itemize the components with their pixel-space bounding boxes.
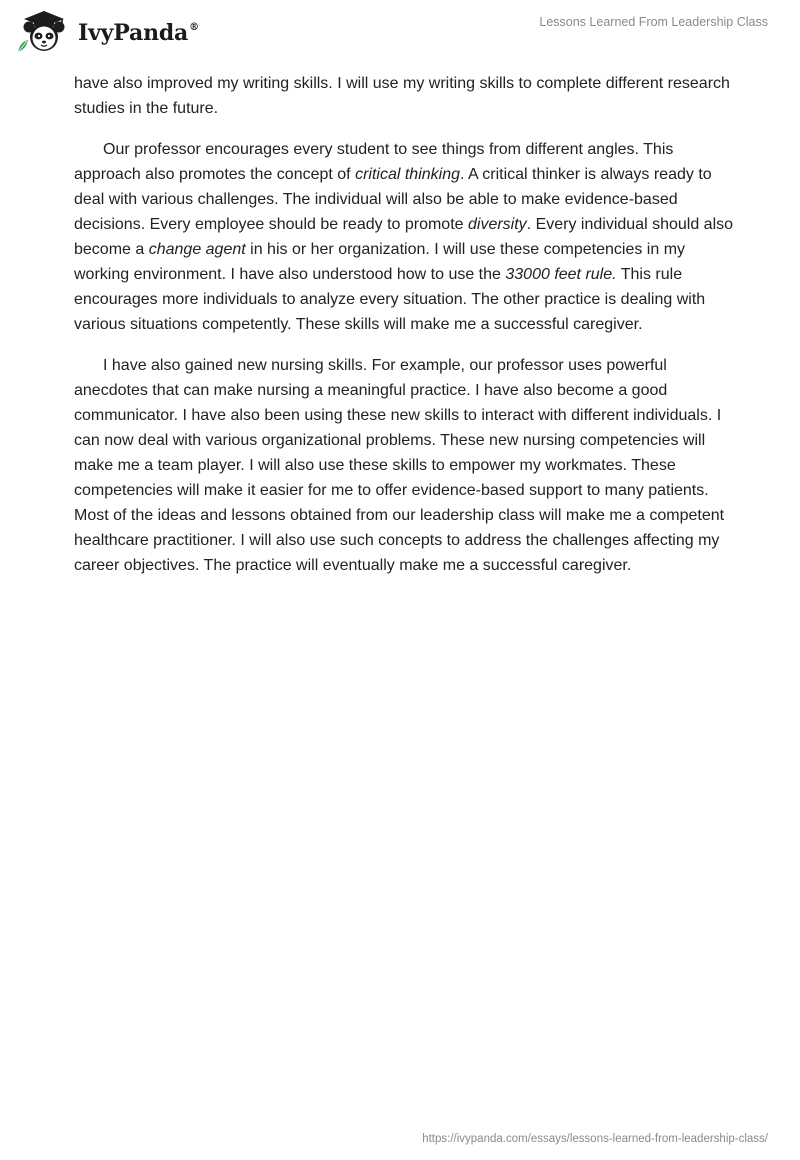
- text-run: . Every individual should also become a: [74, 216, 734, 258]
- ivypanda-logo[interactable]: [14, 10, 199, 54]
- paragraph: [74, 71, 734, 121]
- text-run: I have also gained new nursing skills. For example, our professor uses powerful anecdotes that can make nursing a meaningful practice. I have also become a good communicator. I have also been using these new skills to interact with different individuals. I can now deal with various organizational problems. These new nursing competencies will make me a team player. I will also use these skills to empower my workmates. These competencies will make it easier for me to offer evidence-based support to many patients. Most of the ideas and lessons obtained from our leadership class will make me a competent healthcare practitioner. I will also use such concepts to address the challenges affecting my career objectives. The practice will eventually make me a successful caregiver.: [74, 357, 725, 574]
- text-run: have also improved my writing skills. I will use my writing skills to complete different research studies in the future.: [74, 75, 730, 117]
- text-run: Our professor encourages every student to see things from different angles. This approach also promotes the concept of: [74, 141, 674, 183]
- registered-mark: ®: [189, 21, 199, 33]
- document-title: Lessons Learned From Leadership Class: [539, 15, 768, 29]
- page-header: [0, 0, 800, 64]
- source-url[interactable]: https://ivypanda.com/essays/lessons-learned-from-leadership-class/: [422, 1133, 768, 1145]
- emphasized-term: critical thinking: [355, 166, 460, 183]
- paragraph: [74, 353, 734, 578]
- panda-logo-icon: [14, 10, 76, 54]
- text-run: This rule encourages more individuals to analyze every situation. The other practice is dealing with various situations competently. These skills will make me a successful caregiver.: [74, 266, 706, 333]
- text-run: in his or her organization. I will use these competencies in my working environment. I have also understood how to use the: [74, 241, 686, 283]
- emphasized-term: 33000 feet rule.: [505, 266, 617, 283]
- text-run: . A critical thinker is always ready to deal with various challenges. The individual will also be able to make evidence-based decisions. Every employee should be ready to promote: [74, 166, 712, 233]
- emphasized-term: diversity: [468, 216, 527, 233]
- logo-wordmark: IvyPanda®: [78, 20, 199, 46]
- paragraph: [74, 137, 734, 337]
- emphasized-term: change agent: [148, 241, 246, 258]
- essay-body: [74, 71, 734, 594]
